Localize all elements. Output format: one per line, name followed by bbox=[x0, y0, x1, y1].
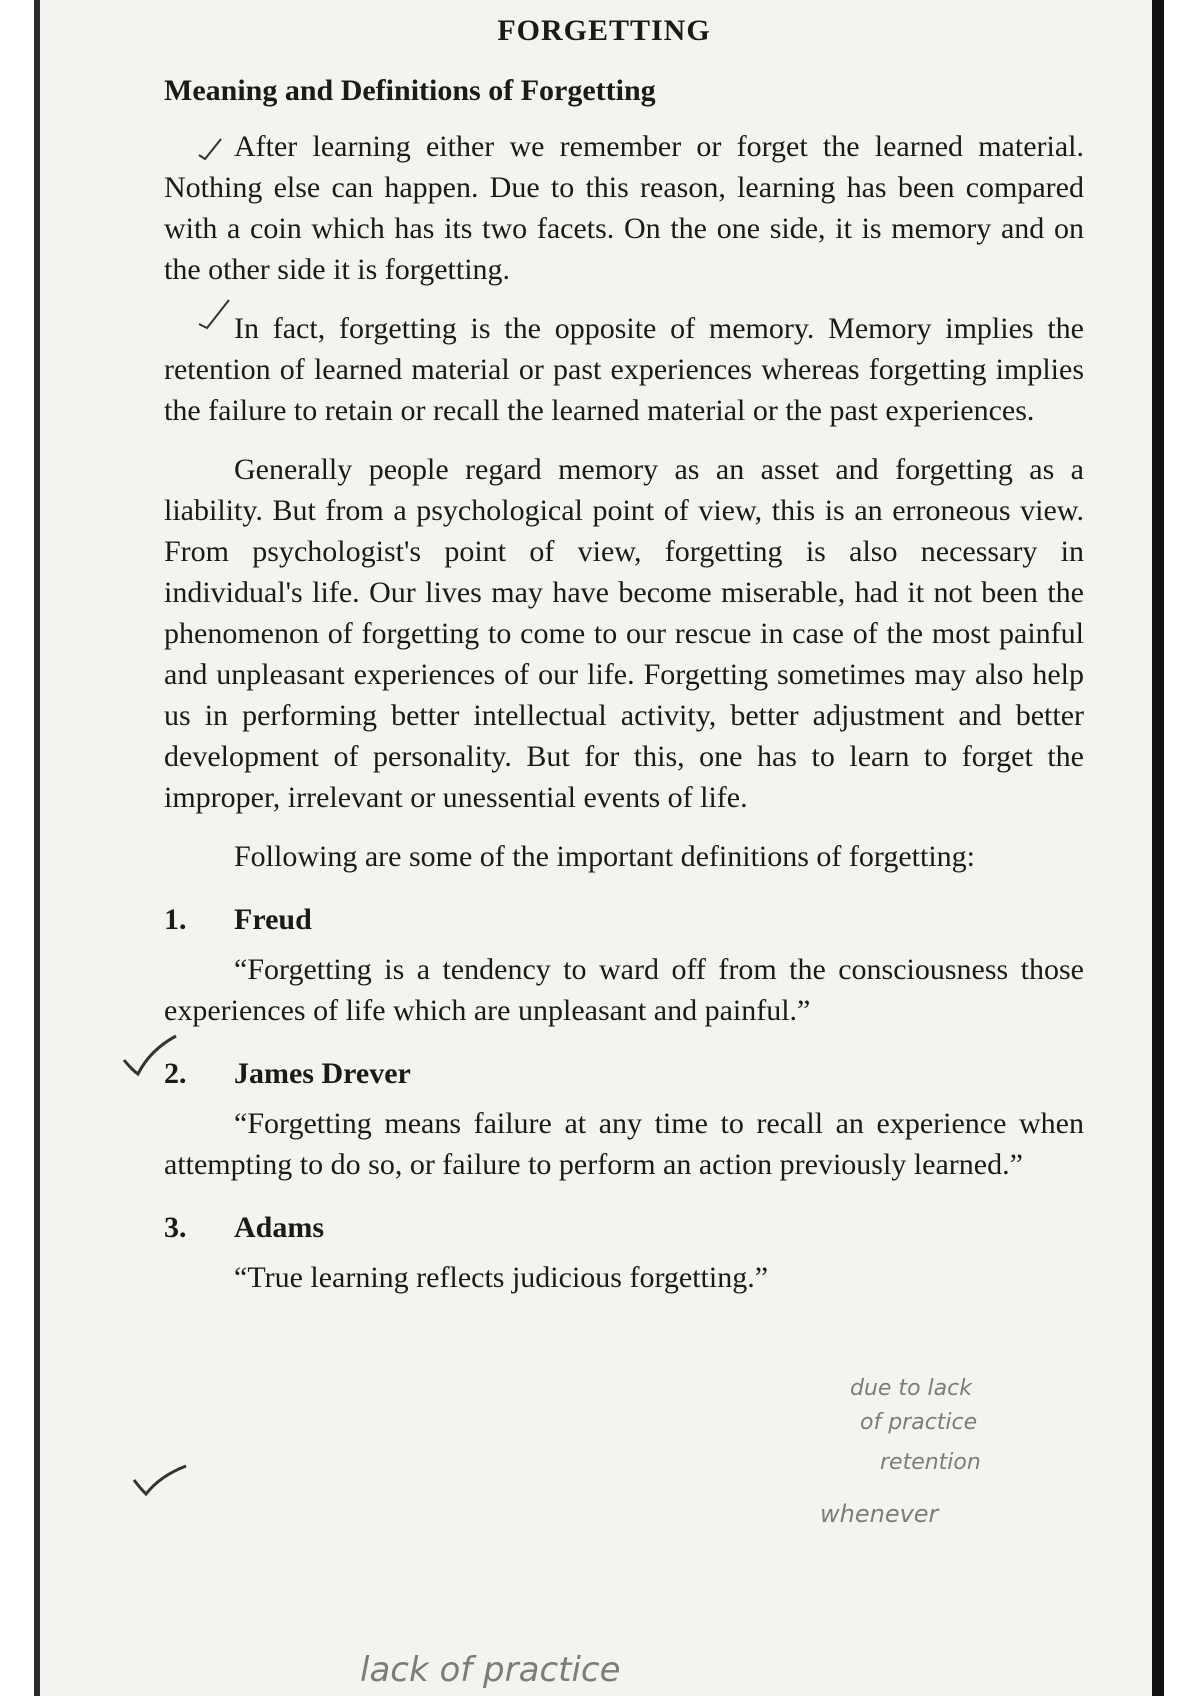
definition-james-drever bbox=[164, 1057, 1084, 1185]
definition-adams bbox=[164, 1211, 1084, 1298]
definition-number: 1. bbox=[164, 903, 187, 936]
definition-author: Adams bbox=[234, 1211, 325, 1244]
handwritten-note: lack of practice bbox=[360, 1650, 621, 1690]
handwritten-note: whenever bbox=[820, 1500, 939, 1528]
section-heading: Meaning and Definitions of Forgetting bbox=[164, 74, 656, 107]
definition-quote: “True learning reflects judicious forgetting.” bbox=[234, 1261, 769, 1294]
definition-heading bbox=[164, 1211, 1084, 1245]
paragraph-3: Generally people regard memory as an asset and forgetting as a liability. But from a psychological point of view, this is an erroneous view. From psychologist's point of view, forgetting is also necessary in individual's life. Our lives may have become miserable, had it not been the phenomenon of forgetting to come to our rescue in case of the most painful and unpleasant experiences of our life. Forgetting sometimes may also help us in performing better intellectual activity, better adjustment and better development of personality. But for this, one has to learn to forget the improper, irrelevant or unessential events of life. bbox=[164, 453, 1084, 814]
handwritten-note: of practice bbox=[860, 1410, 978, 1435]
definition-author: James Drever bbox=[234, 1057, 411, 1090]
handwritten-note: due to lack bbox=[850, 1376, 972, 1401]
definition-heading bbox=[164, 903, 1084, 937]
paragraph-4: Following are some of the important definitions of forgetting: bbox=[234, 840, 975, 873]
definition-number: 3. bbox=[164, 1211, 187, 1244]
paragraph-2: In fact, forgetting is the opposite of memory. Memory implies the retention of learned material or past experiences whereas forgetting implies the failure to retain or recall the learned material or the past experiences. bbox=[164, 312, 1084, 427]
definition-number: 2. bbox=[164, 1057, 187, 1090]
page-edge-right bbox=[1152, 0, 1164, 1696]
definition-heading bbox=[164, 1057, 1084, 1091]
definition-quote: “Forgetting is a tendency to ward off from the consciousness those experiences of life which are unpleasant and painful.” bbox=[164, 953, 1084, 1027]
document-body bbox=[164, 14, 1084, 1316]
definition-quote: “Forgetting means failure at any time to recall an experience when attempting to do so, or failure to perform an action previously learned.” bbox=[164, 1107, 1084, 1181]
paragraph-1: After learning either we remember or forget the learned material. Nothing else can happen. Due to this reason, learning has been compared with a coin which has its two facets. On the one side, it is memory and on the other side it is forgetting. bbox=[164, 130, 1084, 286]
page-title: FORGETTING bbox=[497, 14, 711, 47]
definition-freud bbox=[164, 903, 1084, 1031]
definition-author: Freud bbox=[234, 903, 312, 936]
handwritten-note: retention bbox=[880, 1450, 981, 1475]
